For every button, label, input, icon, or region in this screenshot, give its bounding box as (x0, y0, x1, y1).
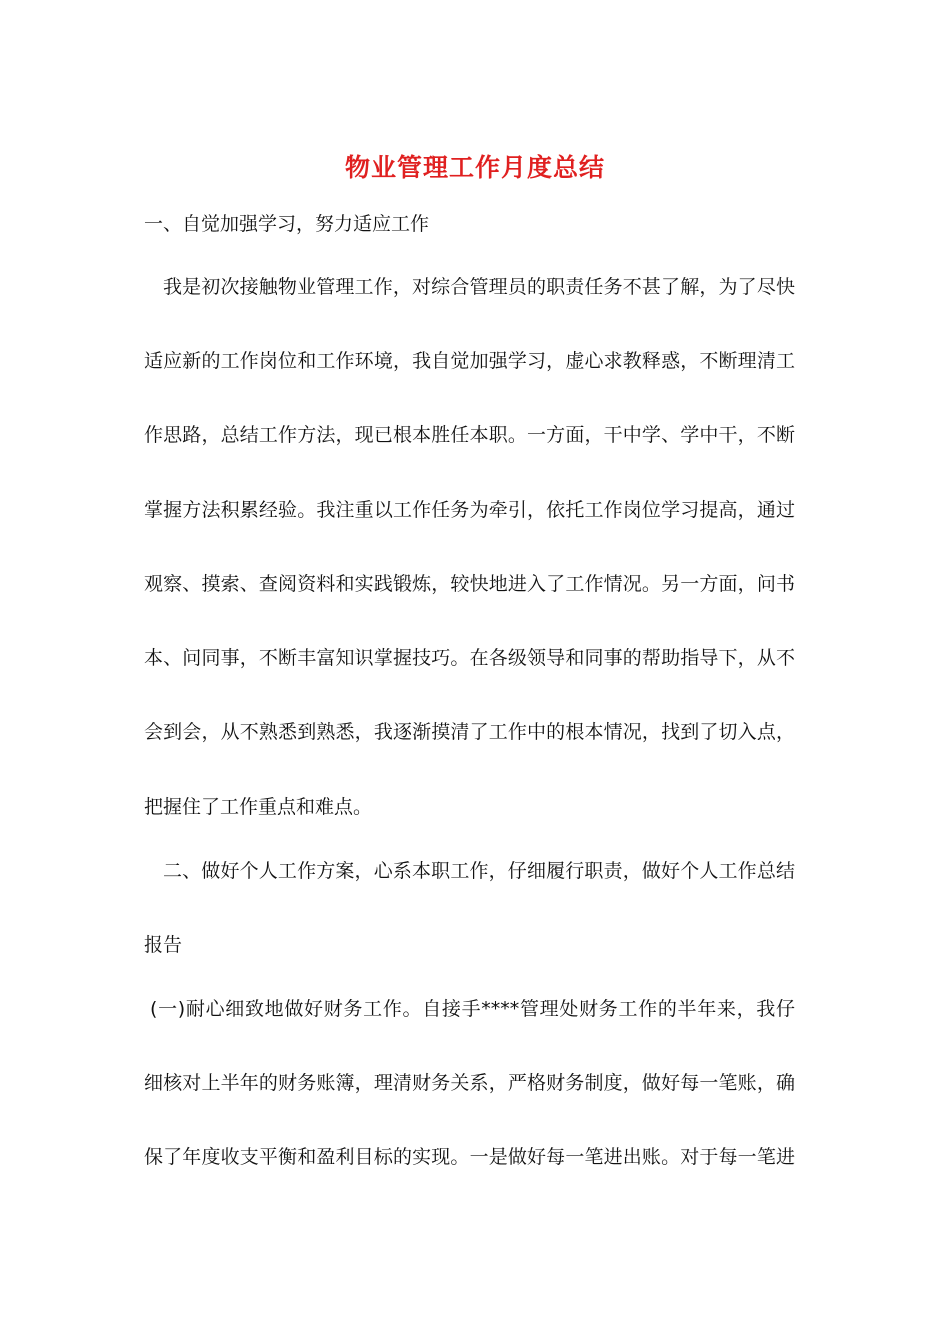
paragraph-line: 保了年度收支平衡和盈利目标的实现。一是做好每一笔进出账。对于每一笔进 (144, 1146, 795, 1168)
paragraph-line: 把握住了工作重点和难点。 (144, 796, 373, 818)
section-heading-1: 一、自觉加强学习，努力适应工作 (144, 213, 430, 235)
paragraph-line: 适应新的工作岗位和工作环境，我自觉加强学习，虚心求教释惑，不断理清工 (144, 350, 795, 372)
paragraph-line: 作思路，总结工作方法，现已根本胜任本职。一方面，干中学、学中干，不断 (144, 424, 795, 446)
paragraph-line: 会到会，从不熟悉到熟悉，我逐渐摸清了工作中的根本情况，找到了切入点， (144, 721, 795, 743)
paragraph-line: 观察、摸索、查阅资料和实践锻炼，较快地进入了工作情况。另一方面，问书 (144, 573, 795, 595)
section-heading-2-cont: 报告 (144, 934, 183, 956)
document-title: 物业管理工作月度总结 (344, 153, 605, 182)
paragraph-line: 掌握方法积累经验。我注重以工作任务为牵引，依托工作岗位学习提高，通过 (144, 499, 795, 521)
section-heading-2: 二、做好个人工作方案，心系本职工作，仔细履行职责，做好个人工作总结 (163, 860, 795, 882)
paragraph-line: 我是初次接触物业管理工作，对综合管理员的职责任务不甚了解，为了尽快 (163, 276, 795, 298)
paragraph-line: (一)耐心细致地做好财务工作。自接手****管理处财务工作的半年来，我仔 (150, 998, 795, 1020)
paragraph-line: 细核对上半年的财务账簿，理清财务关系，严格财务制度，做好每一笔账，确 (144, 1072, 795, 1094)
paragraph-line: 本、问同事，不断丰富知识掌握技巧。在各级领导和同事的帮助指导下，从不 (144, 647, 795, 669)
